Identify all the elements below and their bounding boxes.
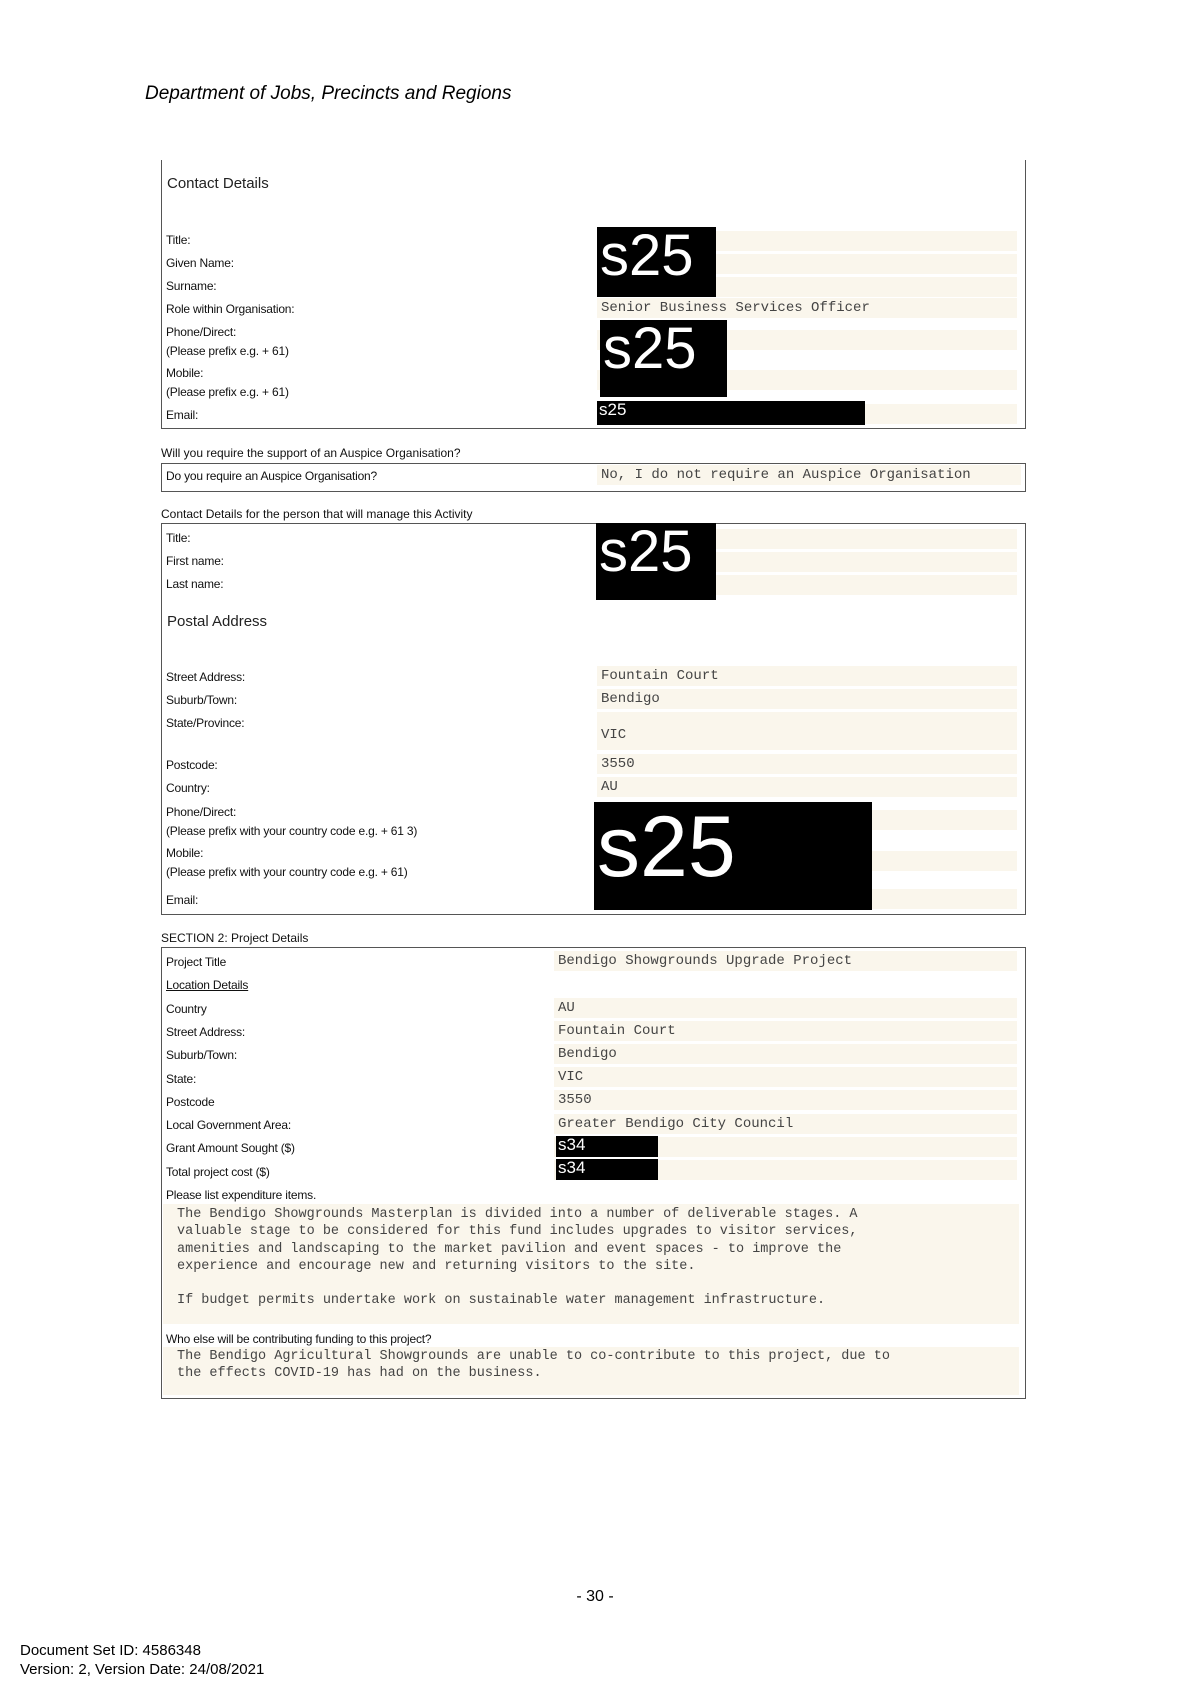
am-label-mobile-hint: (Please prefix with your country code e.g. + 61) xyxy=(166,865,408,879)
activity-manager-heading: Contact Details for the person that will manage this Activity xyxy=(161,507,473,521)
label-surname: Surname: xyxy=(166,279,217,293)
field-role[interactable]: Senior Business Services Officer xyxy=(597,298,1017,318)
pd-redaction-grant: s34 xyxy=(556,1136,658,1157)
pd-label-lga: Local Government Area: xyxy=(166,1118,292,1132)
footer-doc-set: Document Set ID: 4586348 xyxy=(20,1642,201,1659)
am-field-suburb[interactable]: Bendigo xyxy=(597,689,1017,709)
label-phone-hint: (Please prefix e.g. + 61) xyxy=(166,344,289,358)
pd-label-title: Project Title xyxy=(166,955,227,969)
label-given-name: Given Name: xyxy=(166,256,234,270)
pd-redaction-total: s34 xyxy=(556,1159,658,1180)
pd-field-lga[interactable]: Greater Bendigo City Council xyxy=(554,1114,1017,1134)
label-mobile: Mobile: xyxy=(166,366,204,380)
pd-label-suburb: Suburb/Town: xyxy=(166,1048,237,1062)
pd-field-street[interactable]: Fountain Court xyxy=(554,1021,1017,1041)
pd-label-grant: Grant Amount Sought ($) xyxy=(166,1141,295,1155)
pd-label-location: Location Details xyxy=(166,978,249,992)
am-label-phone-hint: (Please prefix with your country code e.g. + 61 3) xyxy=(166,824,418,838)
am-label-phone: Phone/Direct: xyxy=(166,805,237,819)
redaction-email: s25 xyxy=(597,401,865,425)
postal-address-heading: Postal Address xyxy=(167,613,268,630)
label-title: Title: xyxy=(166,233,191,247)
section2-heading: SECTION 2: Project Details xyxy=(161,931,309,945)
am-field-street[interactable]: Fountain Court xyxy=(597,666,1017,686)
am-field-country[interactable]: AU xyxy=(597,777,1017,797)
pd-expenditure-text[interactable]: The Bendigo Showgrounds Masterplan is divided into a number of deliverable stages. A valuable stage to be considered for this fund includes upgrades to visitor services, amenities and landscaping to the market pavilion and event spaces - to improve the experience and encourage new and returning visitors to the site. If budget permits undertake work on sustainable water management infrastructure. xyxy=(163,1204,1019,1324)
pd-label-street: Street Address: xyxy=(166,1025,246,1039)
label-mobile-hint: (Please prefix e.g. + 61) xyxy=(166,385,289,399)
redaction-name: s25 xyxy=(597,227,716,297)
auspice-question: Do you require an Auspice Organisation? xyxy=(166,469,378,483)
pd-label-total: Total project cost ($) xyxy=(166,1165,270,1179)
label-phone: Phone/Direct: xyxy=(166,325,237,339)
am-label-state: State/Province: xyxy=(166,716,245,730)
am-label-country: Country: xyxy=(166,781,210,795)
am-label-postcode: Postcode: xyxy=(166,758,218,772)
am-label-mobile: Mobile: xyxy=(166,846,204,860)
pd-field-suburb[interactable]: Bendigo xyxy=(554,1044,1017,1064)
am-label-first-name: First name: xyxy=(166,554,224,568)
document-footer xyxy=(20,1641,264,1679)
pd-label-country: Country xyxy=(166,1002,207,1016)
pd-label-state: State: xyxy=(166,1072,197,1086)
footer-version: Version: 2, Version Date: 24/08/2021 xyxy=(20,1661,265,1678)
am-field-state[interactable]: VIC xyxy=(597,712,1017,750)
pd-label-expenditure: Please list expenditure items. xyxy=(166,1188,317,1202)
contact-details-heading: Contact Details xyxy=(167,175,269,192)
pd-label-postcode: Postcode xyxy=(166,1095,215,1109)
am-label-street: Street Address: xyxy=(166,670,246,684)
pd-field-postcode[interactable]: 3550 xyxy=(554,1090,1017,1110)
pd-funding-text[interactable]: The Bendigo Agricultural Showgrounds are unable to co-contribute to this project, due to the effects COVID-19 has had on the business. xyxy=(163,1347,1019,1395)
redaction-phone: s25 xyxy=(600,320,727,397)
am-label-last-name: Last name: xyxy=(166,577,224,591)
label-role: Role within Organisation: xyxy=(166,302,295,316)
label-email: Email: xyxy=(166,408,199,422)
pd-field-country[interactable]: AU xyxy=(554,998,1017,1018)
am-redaction-contact: s25 xyxy=(594,802,872,910)
am-label-email: Email: xyxy=(166,893,199,907)
pd-field-title[interactable]: Bendigo Showgrounds Upgrade Project xyxy=(554,951,1017,971)
page-number: - 30 - xyxy=(576,1588,614,1605)
auspice-answer[interactable]: No, I do not require an Auspice Organisation xyxy=(597,465,1021,485)
am-label-suburb: Suburb/Town: xyxy=(166,693,237,707)
department-header: Department of Jobs, Precincts and Regions xyxy=(145,83,512,104)
am-label-title: Title: xyxy=(166,531,191,545)
pd-label-funding: Who else will be contributing funding to this project? xyxy=(166,1332,432,1346)
am-redaction-name: s25 xyxy=(596,523,716,600)
am-field-postcode[interactable]: 3550 xyxy=(597,754,1017,774)
pd-field-state[interactable]: VIC xyxy=(554,1067,1017,1087)
auspice-heading: Will you require the support of an Auspice Organisation? xyxy=(161,446,461,460)
